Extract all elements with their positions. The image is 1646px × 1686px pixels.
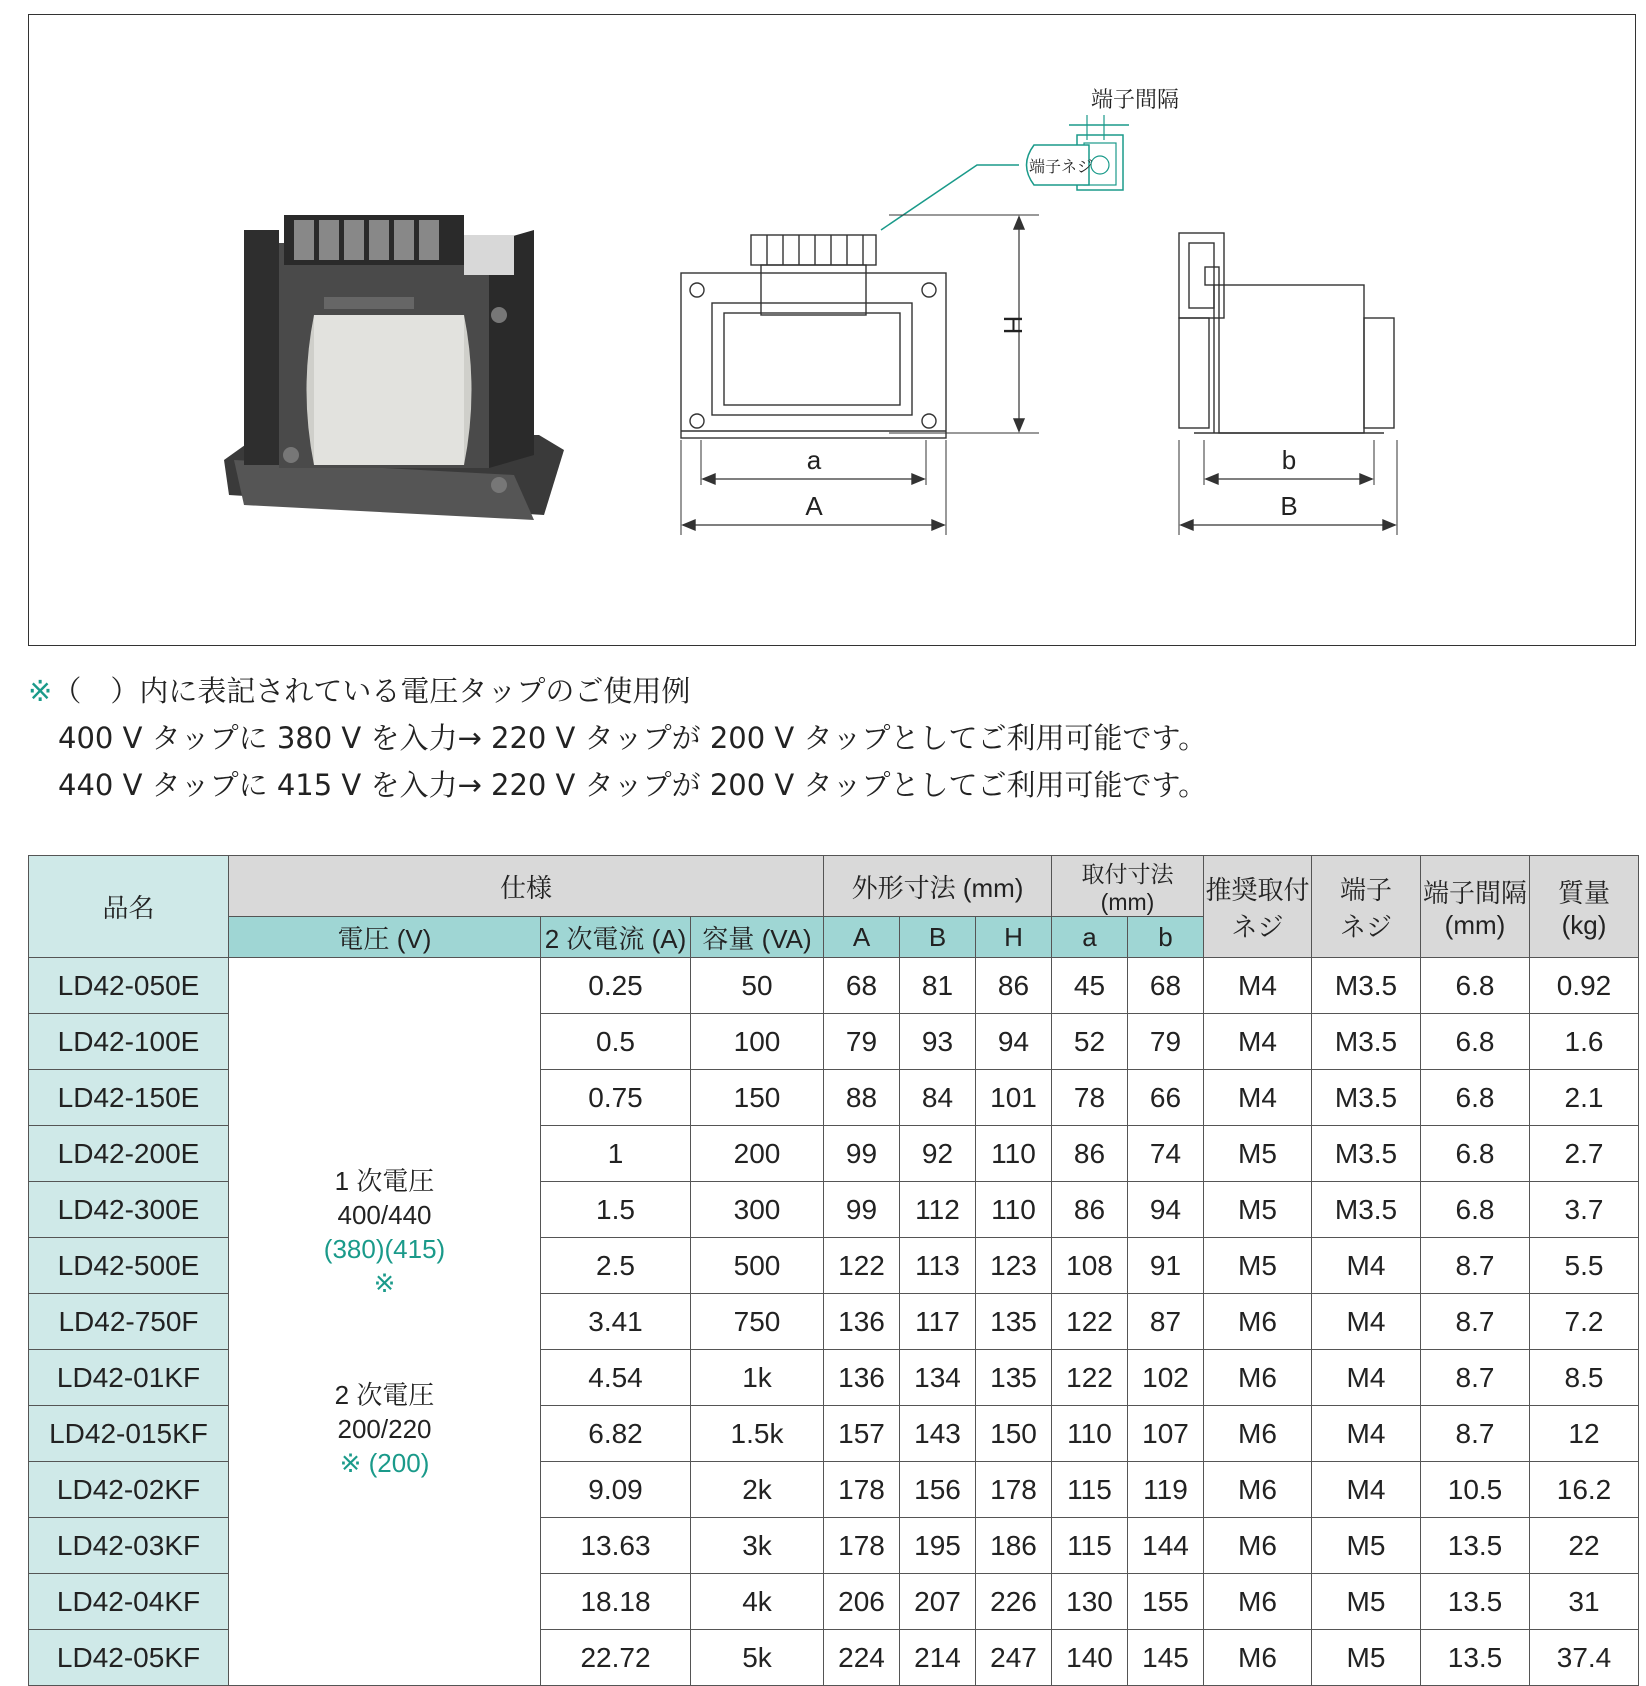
cell-A: 136 [824,1350,900,1406]
dim-b-label: b [1281,445,1297,475]
cell-current: 0.25 [541,958,691,1014]
header-H: H [976,917,1052,958]
cell-A: 206 [824,1574,900,1630]
cell-A: 122 [824,1238,900,1294]
cell-rec: M6 [1204,1518,1312,1574]
cell-B: 93 [900,1014,976,1070]
cell-pitch: 10.5 [1421,1462,1530,1518]
cell-pitch: 6.8 [1421,1070,1530,1126]
primary-voltage-label: 1 次電圧 [334,1165,435,1196]
product-name-cell: LD42-100E [29,1014,229,1070]
product-name-cell: LD42-300E [29,1182,229,1238]
cell-A: 157 [824,1406,900,1462]
cell-a: 115 [1052,1462,1128,1518]
cell-current: 1 [541,1126,691,1182]
spec-table-body [29,958,1639,1686]
cell-mass: 0.92 [1530,958,1639,1014]
cell-mass: 31 [1530,1574,1639,1630]
cell-a: 45 [1052,958,1128,1014]
secondary-voltage-label: 2 次電圧 [334,1379,435,1410]
cell-mass: 5.5 [1530,1238,1639,1294]
cell-rec: M4 [1204,1014,1312,1070]
cell-pitch: 8.7 [1421,1406,1530,1462]
product-name-cell: LD42-150E [29,1070,229,1126]
cell-rec: M6 [1204,1574,1312,1630]
cell-A: 178 [824,1518,900,1574]
header-term-pitch [1421,856,1530,958]
header-term-pitch-line1: 端子間隔 [1422,877,1527,908]
cell-pitch: 8.7 [1421,1350,1530,1406]
header-voltage: 電圧 (V) [229,917,541,958]
cell-capacity: 500 [691,1238,824,1294]
cell-current: 22.72 [541,1630,691,1686]
note-mark: ※ [28,674,53,708]
header-b: b [1128,917,1204,958]
cell-mass: 8.5 [1530,1350,1639,1406]
header-term-screw [1312,856,1421,958]
cell-mass: 16.2 [1530,1462,1639,1518]
cell-term: M4 [1312,1238,1421,1294]
header-spec: 仕様 [229,856,824,917]
cell-b: 107 [1128,1406,1204,1462]
cell-H: 186 [976,1518,1052,1574]
product-name-cell: LD42-05KF [29,1630,229,1686]
product-name-cell: LD42-750F [29,1294,229,1350]
secondary-voltage-taps: ※ (200) [339,1447,430,1478]
cell-B: 214 [900,1630,976,1686]
header-mass-line2: (kg) [1561,909,1607,940]
cell-b: 102 [1128,1350,1204,1406]
cell-H: 110 [976,1182,1052,1238]
cell-mass: 7.2 [1530,1294,1639,1350]
cell-current: 6.82 [541,1406,691,1462]
cell-a: 130 [1052,1574,1128,1630]
cell-A: 224 [824,1630,900,1686]
cell-current: 9.09 [541,1462,691,1518]
terminal-screw-label: 端子ネジ [1028,157,1094,176]
primary-voltage-value: 400/440 [337,1199,432,1230]
header-rec-screw [1204,856,1312,958]
cell-rec: M5 [1204,1126,1312,1182]
cell-B: 117 [900,1294,976,1350]
cell-capacity: 300 [691,1182,824,1238]
cell-mass: 2.7 [1530,1126,1639,1182]
cell-A: 88 [824,1070,900,1126]
cell-term: M3.5 [1312,1070,1421,1126]
cell-H: 226 [976,1574,1052,1630]
cell-H: 135 [976,1350,1052,1406]
product-name-cell: LD42-050E [29,958,229,1014]
header-mass [1530,856,1639,958]
cell-a: 86 [1052,1182,1128,1238]
cell-B: 143 [900,1406,976,1462]
header-term-screw-line2: ネジ [1339,911,1392,942]
cell-b: 119 [1128,1462,1204,1518]
cell-b: 87 [1128,1294,1204,1350]
cell-current: 0.5 [541,1014,691,1070]
cell-B: 81 [900,958,976,1014]
cell-H: 178 [976,1462,1052,1518]
note-example-440: 440 V タップに 415 V を入力→ 220 V タップが 200 V タップとしてご利用可能です。 [58,768,1208,802]
cell-a: 122 [1052,1350,1128,1406]
spacer [229,1300,540,1378]
dim-H-label: H [998,315,1028,335]
cell-term: M4 [1312,1350,1421,1406]
cell-pitch: 6.8 [1421,1014,1530,1070]
cell-term: M5 [1312,1630,1421,1686]
cell-capacity: 4k [691,1574,824,1630]
cell-capacity: 50 [691,958,824,1014]
cell-pitch: 13.5 [1421,1518,1530,1574]
cell-term: M4 [1312,1462,1421,1518]
header-name: 品名 [29,856,229,958]
cell-pitch: 13.5 [1421,1574,1530,1630]
cell-rec: M6 [1204,1406,1312,1462]
front-view-drawing [681,215,1039,535]
header-current: 2 次電流 (A) [541,917,691,958]
cell-H: 94 [976,1014,1052,1070]
cell-capacity: 2k [691,1462,824,1518]
cell-b: 91 [1128,1238,1204,1294]
cell-current: 1.5 [541,1182,691,1238]
header-term-screw-line1: 端子 [1339,874,1392,905]
cell-rec: M6 [1204,1294,1312,1350]
cell-a: 52 [1052,1014,1128,1070]
note-heading [28,668,1628,715]
product-name-cell: LD42-01KF [29,1350,229,1406]
note-heading-text: （ ）内に表記されている電圧タップのご使用例 [52,674,691,708]
note-example-400: 400 V タップに 380 V を入力→ 220 V タップが 200 V タップとしてご利用可能です。 [58,721,1208,755]
cell-rec: M6 [1204,1630,1312,1686]
side-view-drawing [1179,233,1397,535]
cell-mass: 2.1 [1530,1070,1639,1126]
cell-mass: 22 [1530,1518,1639,1574]
cell-rec: M5 [1204,1182,1312,1238]
cell-current: 0.75 [541,1070,691,1126]
product-name-cell: LD42-500E [29,1238,229,1294]
product-name-cell: LD42-200E [29,1126,229,1182]
cell-B: 92 [900,1126,976,1182]
cell-mass: 1.6 [1530,1014,1639,1070]
cell-A: 178 [824,1462,900,1518]
cell-term: M3.5 [1312,958,1421,1014]
cell-capacity: 3k [691,1518,824,1574]
cell-B: 113 [900,1238,976,1294]
header-rec-screw-line2: ネジ [1231,911,1284,942]
cell-current: 13.63 [541,1518,691,1574]
cell-pitch: 8.7 [1421,1238,1530,1294]
cell-a: 86 [1052,1126,1128,1182]
cell-capacity: 150 [691,1070,824,1126]
cell-term: M3.5 [1312,1126,1421,1182]
cell-rec: M6 [1204,1350,1312,1406]
product-name-cell: LD42-015KF [29,1406,229,1462]
cell-b: 94 [1128,1182,1204,1238]
cell-current: 18.18 [541,1574,691,1630]
figure-panel [28,14,1636,646]
cell-rec: M5 [1204,1238,1312,1294]
cell-current: 2.5 [541,1238,691,1294]
voltage-cell [229,958,541,1686]
header-mount-dim: 取付寸法 (mm) [1052,856,1204,917]
cell-b: 74 [1128,1126,1204,1182]
cell-H: 110 [976,1126,1052,1182]
cell-capacity: 200 [691,1126,824,1182]
cell-A: 68 [824,958,900,1014]
cell-B: 156 [900,1462,976,1518]
cell-H: 123 [976,1238,1052,1294]
product-name-cell: LD42-02KF [29,1462,229,1518]
table-row [29,958,1639,1014]
cell-capacity: 5k [691,1630,824,1686]
cell-b: 68 [1128,958,1204,1014]
cell-term: M3.5 [1312,1182,1421,1238]
header-capacity: 容量 (VA) [691,917,824,958]
cell-H: 101 [976,1070,1052,1126]
cell-B: 207 [900,1574,976,1630]
cell-b: 145 [1128,1630,1204,1686]
terminal-pitch-label: 端子間隔 [1090,88,1180,113]
voltage-tap-notes [28,668,1628,809]
cell-H: 86 [976,958,1052,1014]
cell-rec: M6 [1204,1462,1312,1518]
header-B: B [900,917,976,958]
cell-term: M5 [1312,1518,1421,1574]
cell-a: 108 [1052,1238,1128,1294]
cell-B: 112 [900,1182,976,1238]
cell-H: 150 [976,1406,1052,1462]
cell-capacity: 100 [691,1014,824,1070]
product-name-cell: LD42-04KF [29,1574,229,1630]
cell-rec: M4 [1204,958,1312,1014]
cell-H: 247 [976,1630,1052,1686]
cell-current: 4.54 [541,1350,691,1406]
dim-a-label: a [806,445,822,475]
cell-B: 84 [900,1070,976,1126]
cell-A: 99 [824,1126,900,1182]
cell-a: 110 [1052,1406,1128,1462]
header-outer-dim: 外形寸法 (mm) [824,856,1052,917]
cell-mass: 37.4 [1530,1630,1639,1686]
cell-pitch: 6.8 [1421,1182,1530,1238]
cell-term: M5 [1312,1574,1421,1630]
cell-pitch: 13.5 [1421,1630,1530,1686]
dim-B-label: B [1280,491,1298,521]
cell-pitch: 6.8 [1421,1126,1530,1182]
cell-term: M3.5 [1312,1014,1421,1070]
header-term-pitch-line2: (mm) [1444,909,1506,940]
cell-capacity: 1k [691,1350,824,1406]
cell-capacity: 1.5k [691,1406,824,1462]
cell-pitch: 6.8 [1421,958,1530,1014]
cell-a: 115 [1052,1518,1128,1574]
product-name-cell: LD42-03KF [29,1518,229,1574]
spec-table [28,855,1639,1686]
cell-rec: M4 [1204,1070,1312,1126]
cell-b: 66 [1128,1070,1204,1126]
cell-B: 195 [900,1518,976,1574]
cell-A: 99 [824,1182,900,1238]
cell-term: M4 [1312,1406,1421,1462]
terminal-detail [881,88,1179,230]
cell-capacity: 750 [691,1294,824,1350]
cell-a: 122 [1052,1294,1128,1350]
cell-mass: 12 [1530,1406,1639,1462]
header-a: a [1052,917,1128,958]
cell-b: 155 [1128,1574,1204,1630]
primary-voltage-taps: (380)(415) [323,1233,446,1264]
cell-H: 135 [976,1294,1052,1350]
cell-pitch: 8.7 [1421,1294,1530,1350]
cell-b: 79 [1128,1014,1204,1070]
primary-voltage-mark: ※ [373,1267,396,1298]
cell-current: 3.41 [541,1294,691,1350]
header-rec-screw-line1: 推奨取付 [1205,874,1310,905]
cell-a: 78 [1052,1070,1128,1126]
cell-A: 79 [824,1014,900,1070]
dim-A-label: A [805,491,823,521]
cell-b: 144 [1128,1518,1204,1574]
transformer-drawings [29,15,1635,645]
header-A: A [824,917,900,958]
header-mass-line1: 質量 [1557,877,1610,908]
cell-term: M4 [1312,1294,1421,1350]
secondary-voltage-value: 200/220 [337,1413,432,1444]
cell-A: 136 [824,1294,900,1350]
cell-a: 140 [1052,1630,1128,1686]
cell-B: 134 [900,1350,976,1406]
transformer-photo [224,215,564,520]
cell-mass: 3.7 [1530,1182,1639,1238]
